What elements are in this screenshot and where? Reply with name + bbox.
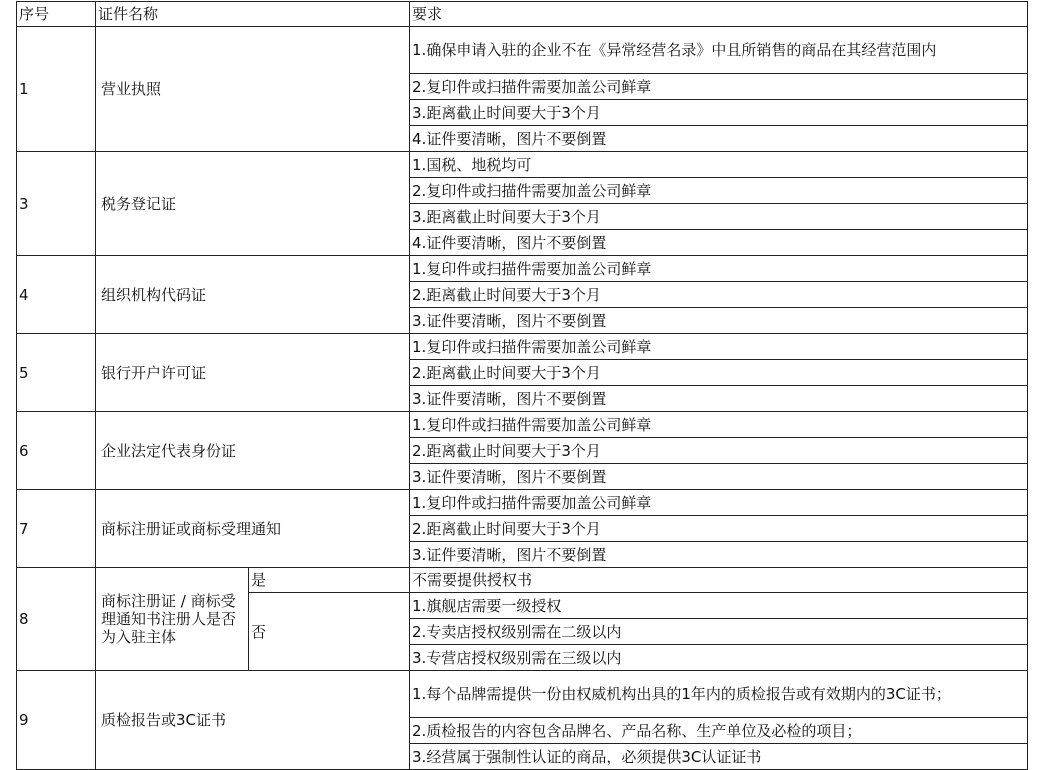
requirement-item: 1.每个品牌需提供一份由权威机构出具的1年内的质检报告或有效期内的3C证书；	[410, 671, 1028, 718]
table-row	[17, 412, 1028, 438]
requirement-item: 1.复印件或扫描件需要加盖公司鲜章	[410, 490, 1028, 516]
requirement-item: 4.证件要清晰，图片不要倒置	[410, 126, 1028, 152]
requirement-item: 2.距离截止时间要大于3个月	[410, 516, 1028, 542]
row-name: 组织机构代码证	[96, 256, 410, 334]
row-name: 商标注册证或商标受理通知	[96, 490, 410, 568]
row-seq: 5	[17, 334, 96, 412]
requirements-table	[16, 1, 1027, 766]
header-req: 要求	[410, 2, 1028, 27]
row-seq: 9	[17, 671, 96, 770]
requirement-item: 2.复印件或扫描件需要加盖公司鲜章	[410, 74, 1028, 100]
condition-no: 否	[249, 593, 410, 671]
table-row	[17, 152, 1028, 178]
requirement-item: 3.经营属于强制性认证的商品，必须提供3C认证证书	[410, 744, 1028, 770]
row-seq: 1	[17, 27, 96, 152]
requirement-item: 3.证件要清晰，图片不要倒置	[410, 308, 1028, 334]
row-seq: 4	[17, 256, 96, 334]
header-name: 证件名称	[96, 2, 410, 27]
requirement-item: 1.复印件或扫描件需要加盖公司鲜章	[410, 256, 1028, 282]
requirement-item: 1.旗舰店需要一级授权	[410, 593, 1028, 619]
condition-yes: 是	[249, 568, 410, 593]
requirement-item: 3.证件要清晰，图片不要倒置	[410, 464, 1028, 490]
table-row	[17, 568, 1028, 593]
row-seq: 8	[17, 568, 96, 671]
row-name: 银行开户许可证	[96, 334, 410, 412]
table-row	[17, 334, 1028, 360]
row-name: 商标注册证 / 商标受理通知书注册人是否为入驻主体	[96, 568, 249, 671]
requirement-item: 2.距离截止时间要大于3个月	[410, 438, 1028, 464]
requirement-item: 2.质检报告的内容包含品牌名、产品名称、生产单位及必检的项目；	[410, 718, 1028, 744]
row-seq: 7	[17, 490, 96, 568]
row-seq: 3	[17, 152, 96, 256]
header-row	[17, 2, 1028, 27]
requirement-item: 3.专营店授权级别需在三级以内	[410, 645, 1028, 671]
requirement-item: 1.确保申请入驻的企业不在《异常经营名录》中且所销售的商品在其经营范围内	[410, 27, 1028, 74]
requirement-item: 2.距离截止时间要大于3个月	[410, 360, 1028, 386]
table-row	[17, 671, 1028, 718]
requirement-item: 3.证件要清晰，图片不要倒置	[410, 542, 1028, 568]
requirement-item: 3.证件要清晰，图片不要倒置	[410, 386, 1028, 412]
requirement-item: 2.距离截止时间要大于3个月	[410, 282, 1028, 308]
requirement-item: 4.证件要清晰，图片不要倒置	[410, 230, 1028, 256]
row-name: 税务登记证	[96, 152, 410, 256]
row-name: 营业执照	[96, 27, 410, 152]
table-row	[17, 490, 1028, 516]
requirement-item: 2.复印件或扫描件需要加盖公司鲜章	[410, 178, 1028, 204]
header-seq: 序号	[17, 2, 96, 27]
row-name: 质检报告或3C证书	[96, 671, 410, 770]
requirement-item: 2.专卖店授权级别需在二级以内	[410, 619, 1028, 645]
requirement-item: 不需要提供授权书	[410, 568, 1028, 593]
row-name: 企业法定代表身份证	[96, 412, 410, 490]
table-row	[17, 256, 1028, 282]
requirement-item: 3.距离截止时间要大于3个月	[410, 100, 1028, 126]
requirement-item: 1.复印件或扫描件需要加盖公司鲜章	[410, 334, 1028, 360]
row-seq: 6	[17, 412, 96, 490]
requirement-item: 1.复印件或扫描件需要加盖公司鲜章	[410, 412, 1028, 438]
table-row	[17, 27, 1028, 74]
requirement-item: 1.国税、地税均可	[410, 152, 1028, 178]
requirement-item: 3.距离截止时间要大于3个月	[410, 204, 1028, 230]
